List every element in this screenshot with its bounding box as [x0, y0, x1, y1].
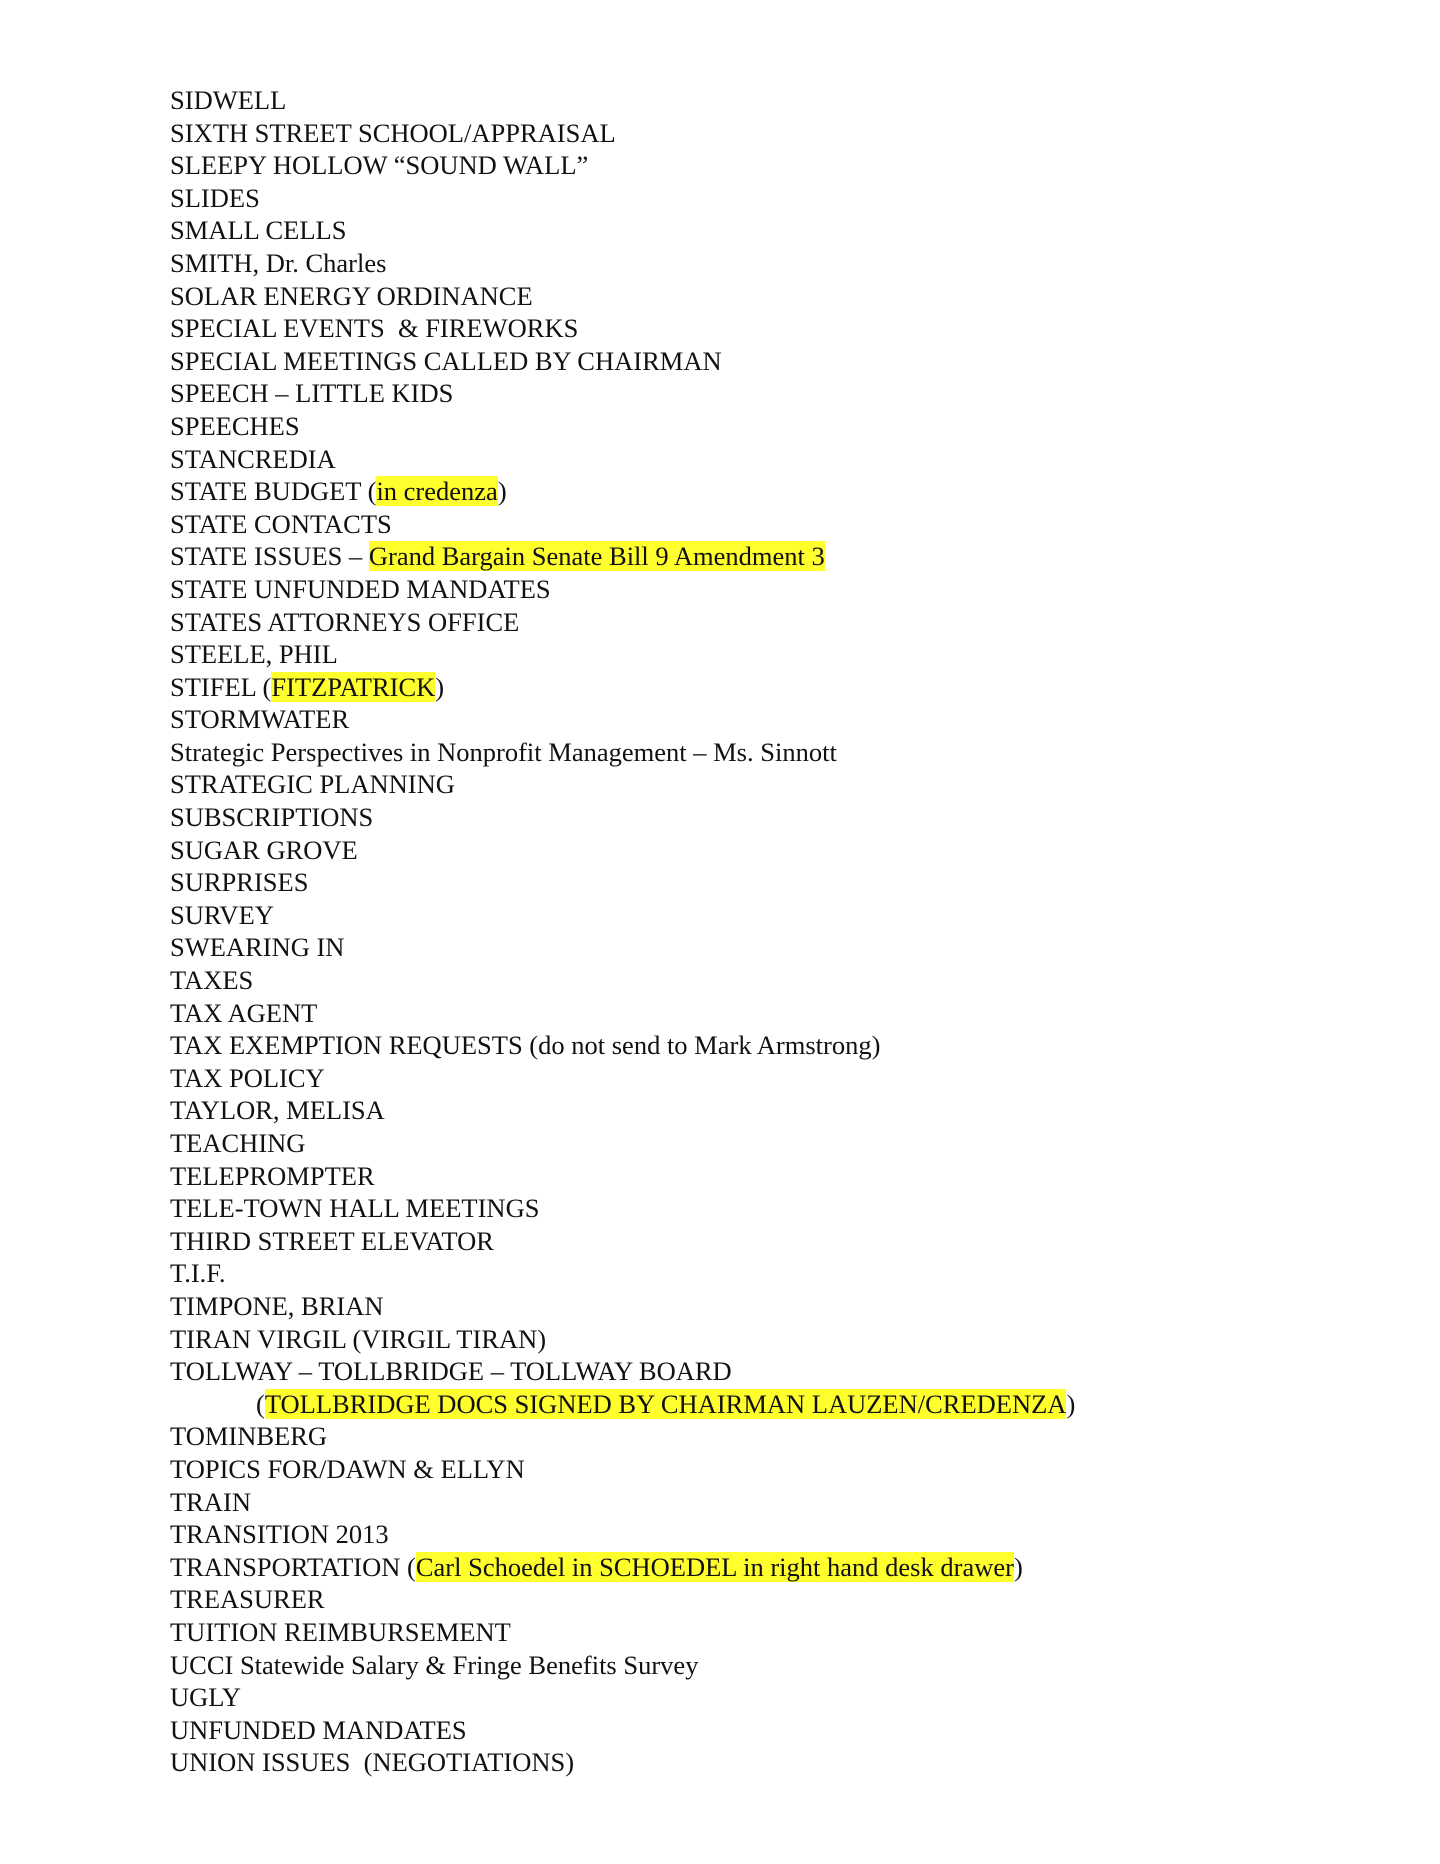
highlighted-text: Carl Schoedel in SCHOEDEL in right hand desk drawer — [415, 1551, 1014, 1582]
entry-text: T.I.F. — [170, 1258, 226, 1289]
list-item — [170, 1388, 1075, 1421]
entry-text: ) — [1013, 1551, 1023, 1582]
entry-text: TIMPONE, BRIAN — [170, 1290, 384, 1321]
entry-text: STATE BUDGET ( — [170, 476, 377, 507]
list-item — [170, 1746, 1075, 1779]
entry-text: TREASURER — [170, 1584, 325, 1615]
list-item — [170, 1583, 1075, 1616]
entry-text: STORMWATER — [170, 704, 350, 735]
entry-text: SMITH, Dr. Charles — [170, 247, 387, 278]
list-item — [170, 736, 1075, 769]
entry-text: ) — [1066, 1388, 1076, 1419]
entry-text: SLEEPY HOLLOW “SOUND WALL” — [170, 150, 589, 181]
list-item — [170, 1649, 1075, 1682]
list-item — [170, 671, 1075, 704]
entry-text: TAYLOR, MELISA — [170, 1095, 385, 1126]
highlighted-text: Grand Bargain Senate Bill 9 Amendment 3 — [368, 541, 825, 572]
entry-text: SWEARING IN — [170, 932, 345, 963]
highlighted-text: TOLLBRIDGE DOCS SIGNED BY CHAIRMAN LAUZEN/CREDENZA — [264, 1388, 1067, 1419]
entry-text: TRANSPORTATION ( — [170, 1551, 416, 1582]
entry-text: Strategic Perspectives in Nonprofit Management – Ms. Sinnott — [170, 736, 837, 767]
list-item — [170, 247, 1075, 280]
entry-text: STATE UNFUNDED MANDATES — [170, 573, 551, 604]
list-item — [170, 410, 1075, 443]
list-item — [170, 377, 1075, 410]
list-item — [170, 899, 1075, 932]
entry-text: STEELE, PHIL — [170, 639, 338, 670]
entry-text: UCCI Statewide Salary & Fringe Benefits Survey — [170, 1649, 699, 1680]
entry-text: TELE-TOWN HALL MEETINGS — [170, 1193, 540, 1224]
entry-text: TUITION REIMBURSEMENT — [170, 1616, 511, 1647]
list-item — [170, 931, 1075, 964]
list-item — [170, 768, 1075, 801]
list-item — [170, 638, 1075, 671]
entry-text: UGLY — [170, 1682, 241, 1713]
entry-text: SUBSCRIPTIONS — [170, 802, 374, 833]
entry-text: SIXTH STREET SCHOOL/APPRAISAL — [170, 117, 616, 148]
list-item — [170, 1160, 1075, 1193]
list-item — [170, 703, 1075, 736]
entry-text: SPECIAL EVENTS & FIREWORKS — [170, 313, 579, 344]
list-item — [170, 866, 1075, 899]
entry-text: SOLAR ENERGY ORDINANCE — [170, 280, 533, 311]
entry-text: SPECIAL MEETINGS CALLED BY CHAIRMAN — [170, 345, 722, 376]
list-item — [170, 834, 1075, 867]
list-item — [170, 1290, 1075, 1323]
list-item — [170, 182, 1075, 215]
list-item — [170, 606, 1075, 639]
entry-text: TOMINBERG — [170, 1421, 328, 1452]
list-item — [170, 1551, 1075, 1584]
entry-text: TEACHING — [170, 1128, 306, 1158]
list-item — [170, 214, 1075, 247]
list-item — [170, 801, 1075, 834]
topic-index-list — [170, 84, 1075, 1779]
entry-text: SPEECHES — [170, 410, 300, 441]
list-item — [170, 1323, 1075, 1356]
list-item — [170, 1518, 1075, 1551]
entry-text: SURVEY — [170, 899, 274, 930]
entry-text: SIDWELL — [170, 85, 287, 115]
entry-text: UNION ISSUES (NEGOTIATIONS) — [170, 1747, 575, 1778]
entry-text: ) — [497, 476, 507, 507]
list-item — [170, 508, 1075, 541]
entry-text: TAX EXEMPTION REQUESTS (do not send to Mark Armstrong) — [170, 1030, 881, 1061]
entry-text: TELEPROMPTER — [170, 1160, 375, 1191]
entry-text: TOPICS FOR/DAWN & ELLYN — [170, 1453, 525, 1484]
list-item — [170, 280, 1075, 313]
entry-text: SURPRISES — [170, 867, 309, 898]
entry-text: STATE ISSUES – — [170, 541, 369, 572]
list-item — [170, 345, 1075, 378]
entry-text: TRAIN — [170, 1486, 251, 1517]
entry-text: THIRD STREET ELEVATOR — [170, 1225, 494, 1256]
entry-text: ) — [435, 671, 445, 702]
list-item — [170, 1127, 1075, 1160]
highlighted-text: in credenza — [376, 476, 498, 507]
list-item — [170, 1681, 1075, 1714]
list-item — [170, 1225, 1075, 1258]
entry-text: TRANSITION 2013 — [170, 1519, 389, 1550]
list-item — [170, 1486, 1075, 1519]
list-item — [170, 1714, 1075, 1747]
list-item — [170, 573, 1075, 606]
entry-text: STRATEGIC PLANNING — [170, 769, 455, 800]
list-item — [170, 1257, 1075, 1290]
entry-text: STIFEL ( — [170, 671, 272, 702]
entry-text: TAX POLICY — [170, 1062, 325, 1093]
list-item — [170, 997, 1075, 1030]
entry-text: SUGAR GROVE — [170, 834, 358, 865]
entry-text: TAX AGENT — [170, 997, 318, 1028]
list-item — [170, 1062, 1075, 1095]
list-item — [170, 1094, 1075, 1127]
entry-text: TOLLWAY – TOLLBRIDGE – TOLLWAY BOARD — [170, 1356, 732, 1387]
entry-text: SLIDES — [170, 182, 260, 213]
entry-text: STATES ATTORNEYS OFFICE — [170, 606, 520, 637]
list-item — [170, 443, 1075, 476]
list-item — [170, 149, 1075, 182]
entry-text: TAXES — [170, 965, 254, 996]
list-item — [170, 1355, 1075, 1388]
entry-text: STATE CONTACTS — [170, 508, 392, 539]
entry-text: ( — [256, 1388, 265, 1419]
list-item — [170, 475, 1075, 508]
list-item — [170, 117, 1075, 150]
list-item — [170, 1453, 1075, 1486]
list-item — [170, 1616, 1075, 1649]
entry-text: SMALL CELLS — [170, 215, 347, 246]
entry-text: TIRAN VIRGIL (VIRGIL TIRAN) — [170, 1323, 547, 1354]
list-item — [170, 1029, 1075, 1062]
list-item — [170, 84, 1075, 117]
entry-text: SPEECH – LITTLE KIDS — [170, 378, 454, 409]
list-item — [170, 964, 1075, 997]
highlighted-text: FITZPATRICK — [271, 671, 436, 702]
list-item — [170, 540, 1075, 573]
entry-text: STANCREDIA — [170, 443, 336, 474]
list-item — [170, 1420, 1075, 1453]
list-item — [170, 1192, 1075, 1225]
list-item — [170, 312, 1075, 345]
entry-text: UNFUNDED MANDATES — [170, 1714, 467, 1745]
